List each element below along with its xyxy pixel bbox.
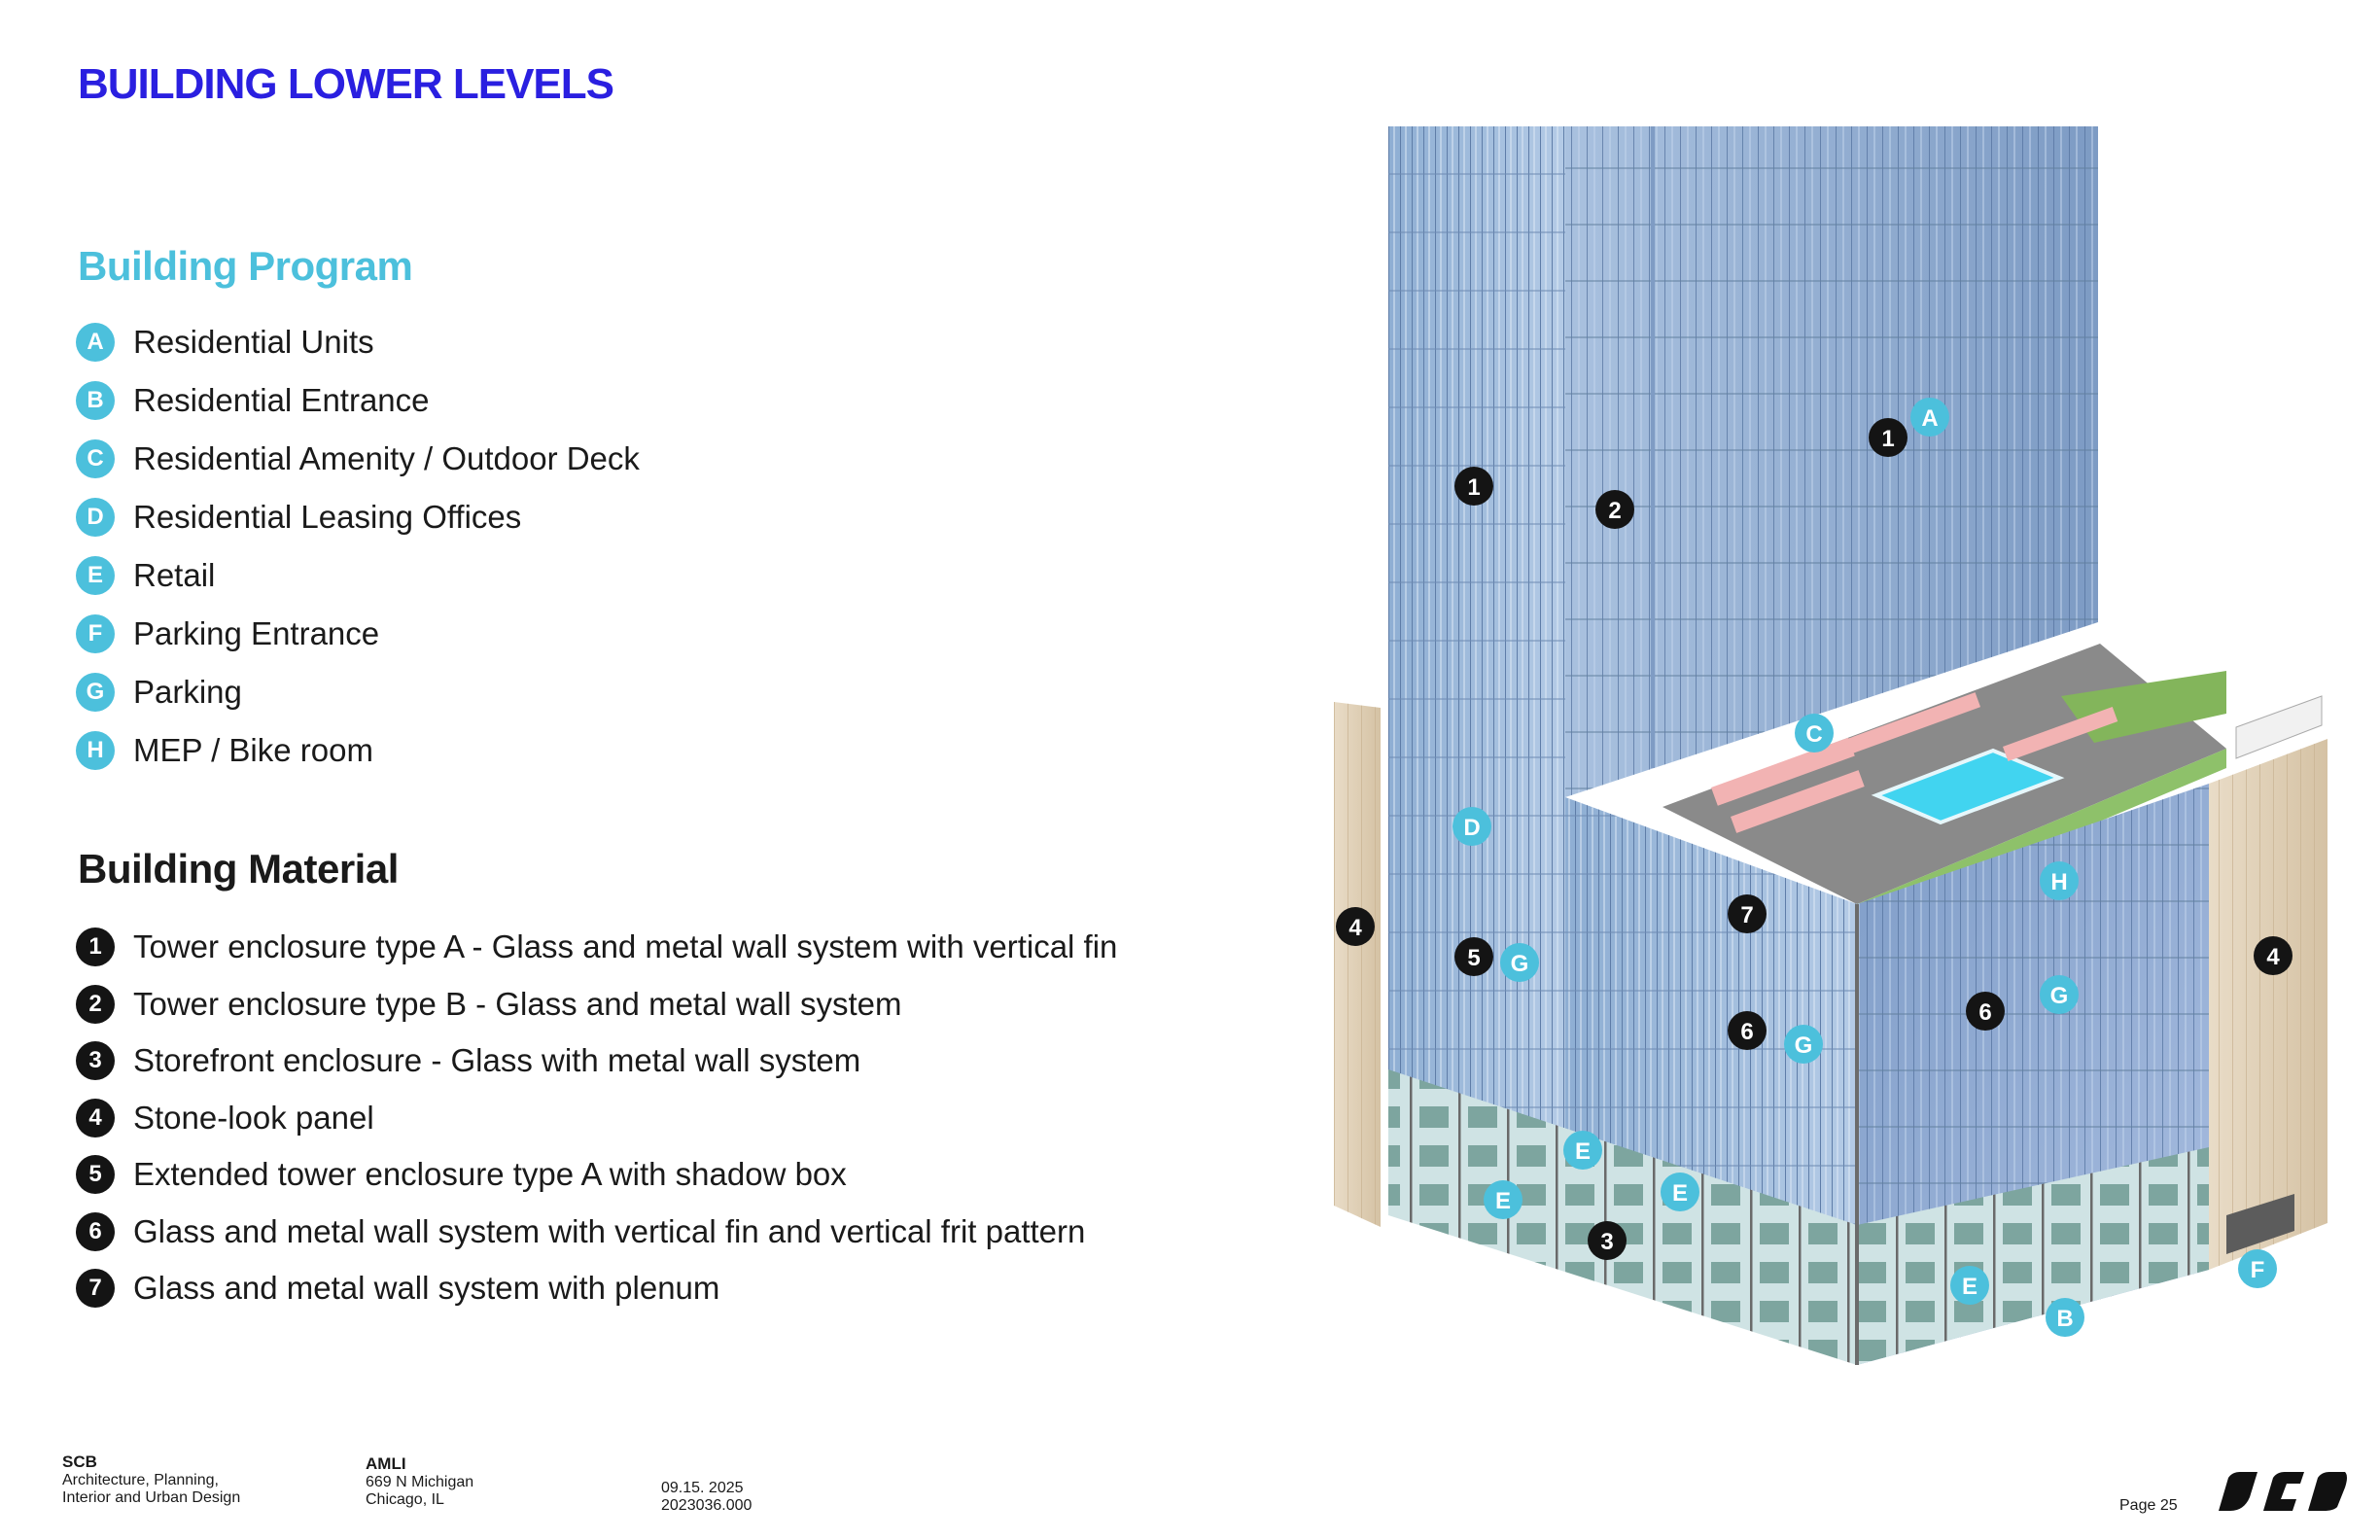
callout-1-marker [1869, 418, 1908, 457]
program-badge-b: B [76, 381, 115, 420]
callout-1-marker [1454, 467, 1493, 506]
program-label: Parking [133, 674, 242, 710]
material-item-7 [76, 1260, 1117, 1317]
svg-text:7: 7 [1740, 902, 1754, 928]
material-item-2 [76, 976, 1117, 1033]
svg-text:3: 3 [1600, 1229, 1614, 1255]
material-badge-4: 4 [76, 1099, 115, 1138]
program-item-parking-entrance [76, 605, 640, 663]
program-item-parking [76, 663, 640, 721]
program-badge-g: G [76, 673, 115, 712]
material-item-5 [76, 1146, 1117, 1204]
program-badge-c: C [76, 439, 115, 478]
firm-line-1: Architecture, Planning, [62, 1472, 219, 1488]
svg-text:E: E [1494, 1188, 1512, 1214]
svg-text:4: 4 [1348, 915, 1362, 941]
callout-a-marker [1910, 398, 1949, 437]
program-label: Retail [133, 557, 216, 593]
address-line-1: 669 N Michigan [366, 1474, 474, 1490]
svg-text:E: E [1574, 1138, 1592, 1165]
program-label: Parking Entrance [133, 615, 380, 651]
material-badge-5: 5 [76, 1155, 115, 1194]
building-program-legend [76, 313, 640, 780]
material-label: Tower enclosure type B - Glass and metal wall system [133, 985, 902, 1022]
callout-e-marker [1563, 1131, 1602, 1170]
program-label: MEP / Bike room [133, 732, 373, 768]
svg-text:6: 6 [1740, 1019, 1754, 1045]
callout-e-marker [1484, 1180, 1522, 1219]
address-line-2: Chicago, IL [366, 1491, 444, 1508]
material-badge-7: 7 [76, 1269, 115, 1308]
building-material-legend [76, 919, 1117, 1317]
callout-7-marker [1728, 894, 1767, 933]
svg-text:H: H [2050, 869, 2068, 895]
material-label: Storefront enclosure - Glass with metal wall system [133, 1042, 861, 1079]
svg-text:G: G [1510, 951, 1529, 977]
material-badge-3: 3 [76, 1041, 115, 1080]
issue-date: 09.15. 2025 [661, 1480, 744, 1496]
program-badge-f: F [76, 614, 115, 653]
material-item-3 [76, 1032, 1117, 1090]
svg-text:G: G [2049, 983, 2069, 1009]
program-label: Residential Entrance [133, 382, 430, 418]
svg-text:A: A [1921, 405, 1939, 432]
material-label: Extended tower enclosure type A with shadow box [133, 1156, 847, 1193]
callout-g-marker [2040, 975, 2079, 1014]
svg-text:1: 1 [1467, 474, 1481, 501]
callout-b-marker [2046, 1298, 2084, 1337]
program-badge-h: H [76, 731, 115, 770]
callout-g-marker [1500, 943, 1539, 982]
svg-text:E: E [1961, 1274, 1978, 1300]
material-label: Glass and metal wall system with vertical fin and vertical frit pattern [133, 1212, 1086, 1249]
callout-3-marker [1588, 1221, 1627, 1260]
svg-text:C: C [1805, 721, 1823, 748]
svg-text:5: 5 [1467, 945, 1481, 971]
svg-text:1: 1 [1881, 426, 1895, 452]
material-badge-6: 6 [76, 1212, 115, 1251]
program-label: Residential Leasing Offices [133, 499, 522, 535]
callout-f-marker [2238, 1249, 2277, 1288]
callout-h-marker [2040, 861, 2079, 900]
project-number: 2023036.000 [661, 1497, 752, 1514]
material-label: Tower enclosure type A - Glass and metal wall system with vertical fin [133, 928, 1118, 965]
svg-text:B: B [2056, 1306, 2074, 1332]
callout-d-marker [1452, 807, 1491, 846]
callout-2-marker [1595, 490, 1634, 529]
callout-6-marker [1966, 992, 2005, 1031]
callout-4-marker [2254, 936, 2292, 975]
svg-text:F: F [2250, 1257, 2265, 1283]
svg-text:4: 4 [2266, 944, 2280, 970]
svg-text:E: E [1671, 1180, 1689, 1207]
svg-text:D: D [1463, 815, 1481, 841]
firm-line-2: Interior and Urban Design [62, 1489, 241, 1506]
page-number: Page 25 [2119, 1497, 2178, 1514]
material-label: Stone-look panel [133, 1099, 374, 1136]
callout-e-marker [1661, 1172, 1699, 1211]
program-item-mep-bike-room [76, 721, 640, 780]
scb-logo [2215, 1468, 2349, 1515]
building-material-heading: Building Material [78, 846, 399, 892]
footer-firm [62, 1453, 240, 1507]
program-badge-a: A [76, 323, 115, 362]
callout-5-marker [1454, 937, 1493, 976]
client-name: AMLI [366, 1454, 406, 1473]
svg-text:2: 2 [1608, 498, 1622, 524]
footer-date-block [661, 1480, 752, 1515]
material-item-4 [76, 1090, 1117, 1147]
program-label: Residential Units [133, 324, 374, 360]
material-item-6 [76, 1204, 1117, 1261]
program-item-residential-amenity [76, 430, 640, 488]
building-axonometric-illustration [1303, 117, 2343, 1381]
page-title: BUILDING LOWER LEVELS [78, 60, 613, 108]
material-badge-2: 2 [76, 985, 115, 1024]
callout-4-marker [1336, 907, 1375, 946]
program-item-leasing-offices [76, 488, 640, 546]
program-badge-e: E [76, 556, 115, 595]
program-item-residential-entrance [76, 371, 640, 430]
svg-text:G: G [1794, 1032, 1813, 1059]
program-badge-d: D [76, 498, 115, 537]
program-item-retail [76, 546, 640, 605]
material-item-1 [76, 919, 1117, 976]
callout-6-marker [1728, 1011, 1767, 1050]
svg-text:6: 6 [1978, 999, 1992, 1026]
callout-g-marker [1784, 1025, 1823, 1064]
material-badge-1: 1 [76, 928, 115, 966]
program-item-residential-units [76, 313, 640, 371]
program-label: Residential Amenity / Outdoor Deck [133, 440, 640, 476]
building-program-heading: Building Program [78, 243, 413, 289]
firm-name: SCB [62, 1452, 97, 1471]
callout-c-marker [1795, 714, 1834, 752]
material-label: Glass and metal wall system with plenum [133, 1270, 720, 1307]
callout-e-marker [1950, 1266, 1989, 1305]
footer-project [366, 1455, 473, 1509]
